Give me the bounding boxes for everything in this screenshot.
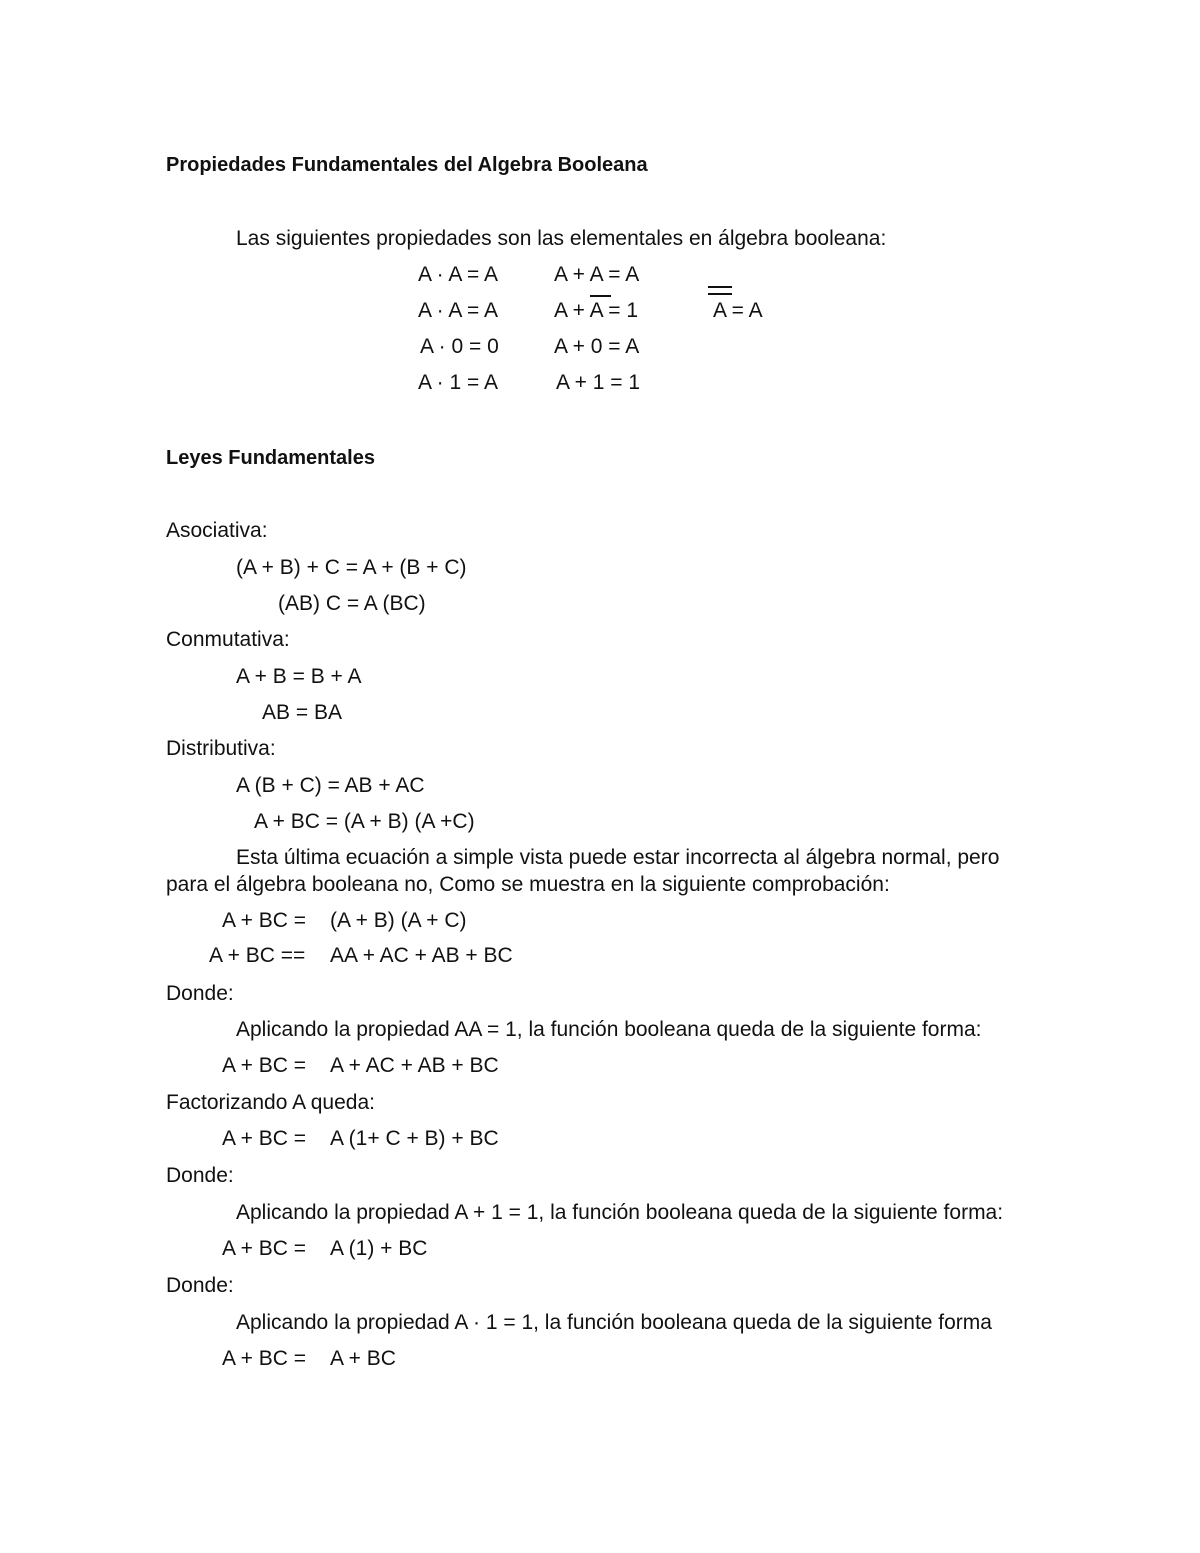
aplicando-3: Aplicando la propiedad A · 1 = 1, la función booleana queda de la siguiente forma [236, 1311, 992, 1334]
prop-r2-a: A · A = A [418, 299, 498, 322]
step6-left: A + BC = [222, 1347, 307, 1370]
prop-r2-c: A = A [713, 299, 763, 322]
distributiva-label: Distributiva: [166, 737, 276, 760]
double-complement-overbar-bottom [708, 293, 732, 295]
donde-2: Donde: [166, 1164, 234, 1187]
paragraph-line1: Esta última ecuación a simple vista puede estar incorrecta al álgebra normal, pero [236, 846, 1000, 869]
distributiva-eq2: A + BC = (A + B) (A +C) [254, 810, 475, 833]
laws-heading: Leyes Fundamentales [166, 447, 375, 469]
page-title: Propiedades Fundamentales del Algebra Booleana [166, 154, 648, 176]
paragraph-line2: para el álgebra booleana no, Como se muestra en la siguiente comprobación: [166, 873, 890, 896]
distributiva-eq1: A (B + C) = AB + AC [236, 774, 425, 797]
step2-right: AA + AC + AB + BC [330, 944, 513, 967]
step2-left: A + BC == [209, 944, 306, 967]
asociativa-eq1: (A + B) + C = A + (B + C) [236, 556, 467, 579]
donde-1: Donde: [166, 982, 234, 1005]
step4-left: A + BC = [222, 1127, 307, 1150]
prop-r3-b: A + 0 = A [554, 335, 640, 358]
complement-overbar [590, 295, 611, 297]
prop-r2-b: A + A = 1 [554, 299, 639, 322]
prop-r4-a: A · 1 = A [418, 371, 498, 394]
step5-left: A + BC = [222, 1237, 307, 1260]
factorizando-label: Factorizando A queda: [166, 1091, 375, 1114]
double-complement-overbar-top [708, 286, 732, 288]
donde-3: Donde: [166, 1274, 234, 1297]
prop-r4-b: A + 1 = 1 [556, 371, 641, 394]
step3-left: A + BC = [222, 1054, 307, 1077]
conmutativa-label: Conmutativa: [166, 628, 290, 651]
step3-right: A + AC + AB + BC [330, 1054, 499, 1077]
step5-right: A (1) + BC [330, 1237, 428, 1260]
conmutativa-eq2: AB = BA [262, 701, 342, 724]
prop-r1-b: A + A = A [554, 263, 640, 286]
step6-right: A + BC [330, 1347, 396, 1370]
prop-r1-a: A · A = A [418, 263, 498, 286]
aplicando-2: Aplicando la propiedad A + 1 = 1, la función booleana queda de la siguiente forma: [236, 1201, 1004, 1224]
intro-text: Las siguientes propiedades son las elementales en álgebra booleana: [236, 227, 887, 250]
conmutativa-eq1: A + B = B + A [236, 665, 362, 688]
asociativa-label: Asociativa: [166, 519, 268, 542]
step1-right: (A + B) (A + C) [330, 909, 467, 932]
step4-right: A (1+ C + B) + BC [330, 1127, 499, 1150]
asociativa-eq2: (AB) C = A (BC) [278, 592, 426, 615]
aplicando-1: Aplicando la propiedad AA = 1, la función booleana queda de la siguiente forma: [236, 1018, 982, 1041]
step1-left: A + BC = [222, 909, 307, 932]
prop-r3-a: A · 0 = 0 [420, 335, 499, 358]
